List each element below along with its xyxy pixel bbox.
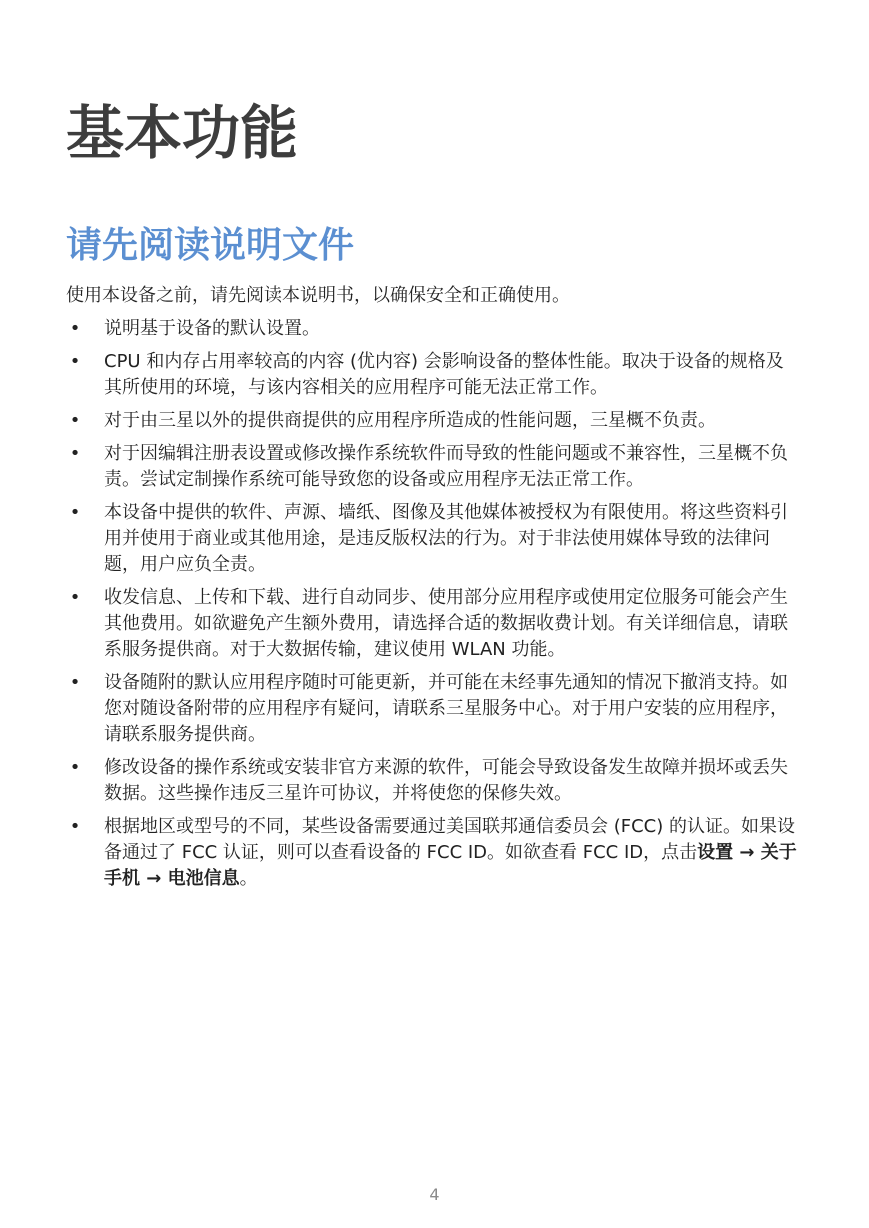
bullet-dot: • (69, 351, 81, 372)
bullet-list (66, 316, 801, 899)
list-item-text: 设备随附的默认应用程序随时可能更新，并可能在未经事先通知的情况下撤消支持。如您对随设备附带的应用程序有疑问，请联系三星服务中心。对于用户安装的应用程序，请联系服务提供商。 (104, 672, 788, 745)
page-title: 基本功能 (66, 99, 299, 167)
list-item-text: CPU 和内存占用率较高的内容 (优内容) 会影响设备的整体性能。取决于设备的规格及其所使用的环境，与该内容相关的应用程序可能无法正常工作。 (104, 351, 784, 398)
page-number: 4 (429, 1185, 440, 1204)
list-item-fcc (66, 814, 801, 892)
list-item-text: 本设备中提供的软件、声源、墙纸、图像及其他媒体被授权为有限使用。将这些资料引用并使用于商业或其他用途，是违反版权法的行为。对于非法使用媒体导致的法律问题，用户应负全责。 (104, 502, 788, 575)
list-item (66, 349, 801, 401)
menu-path-battery-info: 电池信息 (167, 868, 240, 889)
arrow-icon: → (733, 842, 761, 863)
list-item-text: 对于由三星以外的提供商提供的应用程序所造成的性能问题，三星概不负责。 (104, 410, 716, 431)
list-item-text: 说明基于设备的默认设置。 (104, 318, 320, 339)
list-item-text: 收发信息、上传和下载、进行自动同步、使用部分应用程序或使用定位服务可能会产生其他费用。如欲避免产生额外费用，请选择合适的数据收费计划。有关详细信息，请联系服务提供商。对于大数据传输，建议使用 WLAN 功能。 (104, 587, 788, 660)
sentence-end: 。 (239, 868, 258, 889)
list-item (66, 500, 801, 578)
bullet-dot: • (69, 318, 81, 339)
arrow-icon: → (140, 868, 168, 889)
bullet-dot: • (69, 587, 81, 608)
list-item (66, 441, 801, 493)
list-item-text: 对于因编辑注册表设置或修改操作系统软件而导致的性能问题或不兼容性，三星概不负责。尝试定制操作系统可能导致您的设备或应用程序无法正常工作。 (104, 443, 788, 490)
list-item (66, 755, 801, 807)
bullet-dot: • (69, 816, 81, 837)
list-item (66, 316, 801, 342)
bullet-dot: • (69, 672, 81, 693)
intro-paragraph: 使用本设备之前，请先阅读本说明书，以确保安全和正确使用。 (66, 285, 570, 306)
list-item (66, 408, 801, 434)
list-item (66, 670, 801, 748)
fcc-text: 根据地区或型号的不同，某些设备需要通过美国联邦通信委员会 (FCC) 的认证。如果设备通过了 FCC 认证，则可以查看设备的 FCC ID。如欲查看 FCC ID，点击 (104, 816, 795, 863)
menu-path-settings: 设置 (697, 842, 734, 863)
bullet-dot: • (69, 443, 81, 464)
bullet-dot: • (69, 757, 81, 778)
list-item-text (104, 816, 797, 889)
list-item (66, 585, 801, 663)
section-title: 请先阅读说明文件 (66, 225, 355, 266)
list-item-text: 修改设备的操作系统或安装非官方来源的软件，可能会导致设备发生故障并损坏或丢失数据。这些操作违反三星许可协议，并将使您的保修失效。 (104, 757, 788, 804)
menu-path-about-phone: 关于手机 (104, 842, 797, 889)
bullet-dot: • (69, 410, 81, 431)
bullet-dot: • (69, 502, 81, 523)
